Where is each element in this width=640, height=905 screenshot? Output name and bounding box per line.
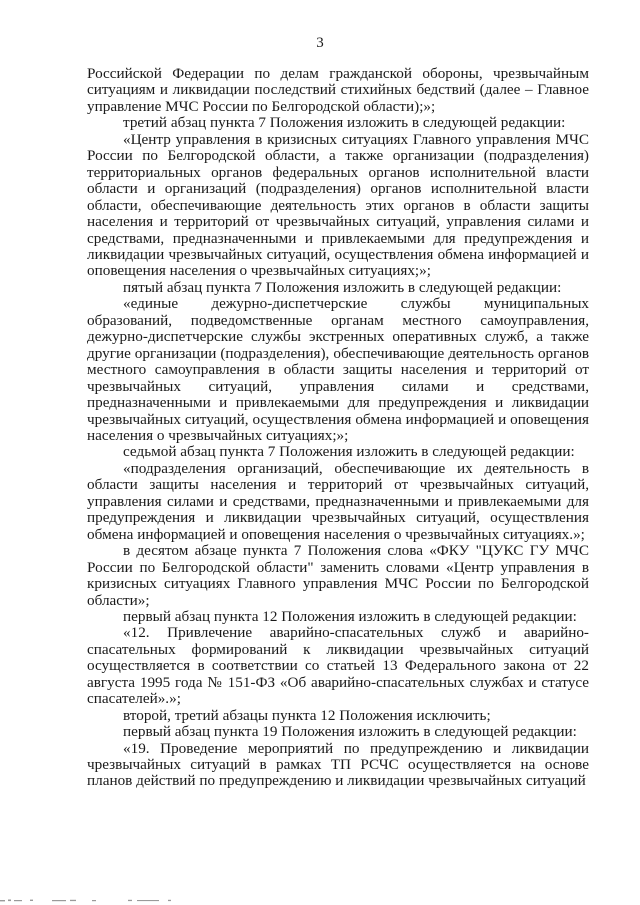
paragraph-amend-intro-12-1: первый абзац пункта 12 Положения изложить в следующей редакции: (123, 607, 577, 625)
paragraph-amend-text-7-7: «подразделения организаций, обеспечивающие их деятельность в области защиты населения и территорий от чрезвычайных ситуаций, управления силами и средствами, предназначенными и привлекаемыми для предупреждения и ликвидации чрезвычайных ситуаций, осуществления обмена информацией и оповещения населения о чрезвычайных ситуациях.»; (87, 459, 589, 543)
page-number: 3 (316, 35, 324, 51)
scan-edge-artifact (0, 891, 640, 905)
paragraph-amend-intro-7-3: третий абзац пункта 7 Положения изложить в следующей редакции: (123, 114, 566, 132)
document-body (87, 66, 589, 790)
paragraph-amend-text-12-1: «12. Привлечение аварийно-спасательных служб и аварийно-спасательных формирований к ликвидации чрезвычайных ситуаций осуществляется в соответствии со статьей 13 Федерального закона от 22 августа 1995 года № 151-ФЗ «Об аварийно-спасательных службах и статусе спасателей».»; (87, 624, 589, 708)
paragraph-amend-7-10: в десятом абзаце пункта 7 Положения слова «ФКУ "ЦУКС ГУ МЧС России по Белгородской области" заменить словами «Центр управления в кризисных ситуациях Главного управления МЧС России по Белгородской области»; (87, 542, 589, 609)
paragraph-amend-intro-19-1: первый абзац пункта 19 Положения изложить в следующей редакции: (123, 723, 577, 741)
paragraph-amend-intro-7-5: пятый абзац пункта 7 Положения изложить в следующей редакции: (123, 278, 562, 296)
paragraph-amend-text-7-3: «Центр управления в кризисных ситуациях Главного управления МЧС России по Белгородской области, а также организации (подразделения) территориальных органов федеральных органов исполнительной власти области и организаций (подразделения) органов исполнительной власти области, обеспечивающие деятельность этих органов в области защиты населения и территорий от чрезвычайных ситуаций, управления силами и средствами, предназначенными и привлекаемыми для предупреждения и ликвидации чрезвычайных ситуаций, осуществления обмена информацией и оповещения населения о чрезвычайных ситуациях;»; (87, 130, 589, 280)
paragraph-amend-text-19-1: «19. Проведение мероприятий по предупреждению и ликвидации чрезвычайных ситуаций в рамках ТП РСЧС осуществляется на основе планов действий по предупреждению и ликвидации чрезвычайных ситуаций (87, 739, 589, 790)
paragraph-amend-12-2-3: второй, третий абзацы пункта 12 Положения исключить; (123, 706, 491, 724)
paragraph-continuation: Российской Федерации по делам гражданской обороны, чрезвычайным ситуациям и ликвидации последствий стихийных бедствий (далее – Главное управление МЧС России по Белгородской области);»; (87, 65, 589, 115)
paragraph-amend-intro-7-7: седьмой абзац пункта 7 Положения изложить в следующей редакции: (123, 443, 575, 461)
paragraph-amend-text-7-5: «единые дежурно-диспетчерские службы муниципальных образований, подведомственные органам местного самоуправления, дежурно-диспетчерские службы экстренных оперативных служб, а также другие организации (подразделения), обеспечивающие деятельность органов местного самоуправления в области защиты населения и территорий от чрезвычайных ситуаций, управления силами и средствами, предназначенными и привлекаемыми для предупреждения и ликвидации чрезвычайных ситуаций, осуществления обмена информацией и оповещения населения о чрезвычайных ситуациях;»; (87, 295, 589, 444)
